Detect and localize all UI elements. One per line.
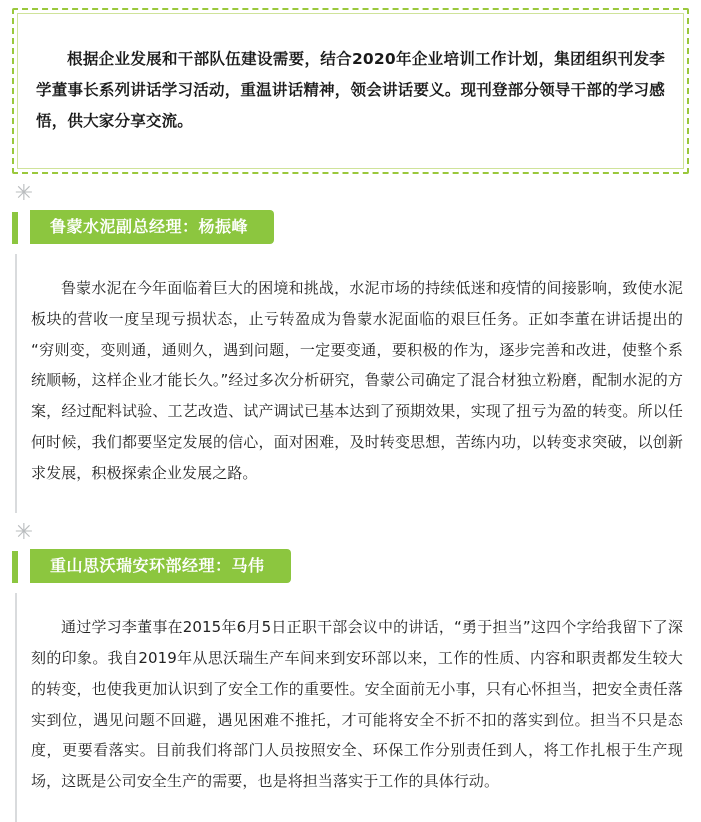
section-body-2: 通过学习李董事在2015年6月5日正职干部会议中的讲话，“勇于担当”这四个字给我留下了深刻的印象。我自2019年从思沃瑞生产车间来到安环部以来，工作的性质、内容和职责都发生较大的转变，也使我更加认识到了安全工作的重要性。安全面前无小事，只有心怀担当，把安全责任落实到位，遇见问题不回避，遇见困难不推托，才可能将安全不折不扣的落实到位。担当不只是态度，更要看落实。目前我们将部门人员按照安全、环保工作分别责任到人，将工作扎根于生产现场，这既是公司安全生产的需要，也是将担当落实于工作的具体行动。 — [31, 618, 683, 790]
section-header-1 — [12, 208, 689, 248]
section-title-1: 鲁蒙水泥副总经理：杨振峰 — [30, 210, 274, 244]
asterisk-icon: ✳ — [14, 520, 34, 546]
article-section-2 — [12, 547, 689, 822]
section-body-wrap-1 — [15, 254, 689, 513]
intro-callout-inner — [17, 13, 684, 169]
asterisk-separator-2 — [14, 520, 34, 546]
asterisk-separator-1 — [14, 181, 34, 206]
article-section-1 — [12, 208, 689, 513]
intro-callout — [12, 8, 689, 174]
section-body-wrap-2 — [15, 593, 689, 822]
document-page — [0, 8, 701, 790]
section-title-2: 重山思沃瑞安环部经理：马伟 — [30, 549, 291, 583]
section-body-1: 鲁蒙水泥在今年面临着巨大的困境和挑战，水泥市场的持续低迷和疫情的间接影响，致使水泥板块的营收一度呈现亏损状态，止亏转盈成为鲁蒙水泥面临的艰巨任务。正如李董在讲话提出的“穷则变，变则通，通则久，遇到问题，一定要变通，要积极的作为，逐步完善和改进，使整个系统顺畅，这样企业才能长久。”经过多次分析研究，鲁蒙公司确定了混合材独立粉磨，配制水泥的方案，经过配料试验、工艺改造、试产调试已基本达到了预期效果，实现了扭亏为盈的转变。所以任何时候，我们都要坚定发展的信心，面对困难，及时转变思想，苦练内功，以转变求突破，以创新求发展，积极探索企业发展之路。 — [31, 279, 683, 482]
asterisk-icon: ✳ — [14, 181, 34, 206]
section-header-2 — [12, 547, 689, 587]
intro-paragraph: 根据企业发展和干部队伍建设需要，结合2020年企业培训工作计划，集团组织刊发李学董事长系列讲话学习活动，重温讲话精神，领会讲话要义。现刊登部分领导干部的学习感悟，供大家分享交流。 — [36, 49, 665, 130]
